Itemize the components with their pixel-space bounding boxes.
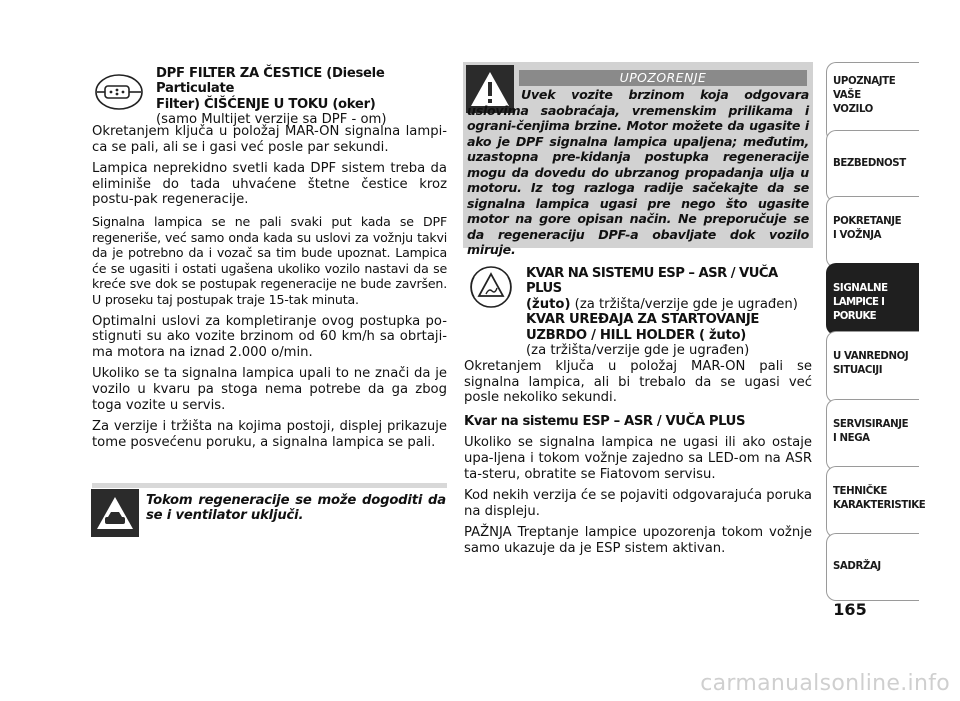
hill-holder-heading-line1: KVAR UREĐAJA ZA STARTOVANJE <box>526 312 760 328</box>
tab-label: POKRETANJE <box>833 216 902 227</box>
tab-label: I NEGA <box>833 433 870 444</box>
tab-label: SITUACIJI <box>833 365 883 376</box>
tab-bezbednost[interactable] <box>826 130 919 202</box>
dpf-heading-line1: DPF FILTER ZA ČESTICE (Diesele Particulate <box>156 66 385 97</box>
paragraph: Ukoliko se ta signalna lampica upali to ne znači da je vozilo u kvaru pa stoga nema potrebe da ga zbog toga vozite u servis. <box>92 366 447 413</box>
esp-heading-note: (za tržišta/verzije gde je ugrađen) <box>570 296 798 312</box>
warning-title: UPOZORENJE <box>619 70 707 85</box>
watermark: carmanualsonline.info <box>700 671 950 696</box>
note-divider <box>92 483 447 488</box>
tab-u-vanrednoj-situaciji[interactable] <box>826 331 919 403</box>
tab-label: BEZBEDNOST <box>833 158 906 169</box>
paragraph: Okretanjem ključa u položaj MAR-ON signalna lampi-ca se pali, ali se i gasi već posle par sekundi. <box>92 124 447 155</box>
esp-heading-line1b <box>526 297 811 312</box>
paragraph: Signalna lampica se ne pali svaki put kada se DPF regeneriše, već samo onda kada su uslovi za vožnju takvi da je potrebno da i vozač sa tim bude upoznat. Lampica će se ugasiti i ostati ugašena ukoliko vozilo nastavi da se kreće sve dok se postupak regeneracije ne bude završen. U proseku taj postupak traje 15-tak minuta. <box>92 213 447 307</box>
paragraph: PAŽNJA Treptanje lampice upozorenja tokom vožnje samo ukazuje da je ESP sistem aktivan. <box>464 525 812 556</box>
tab-label: VOZILO <box>833 104 873 115</box>
hill-holder-note: (za tržišta/verzije gde je ugrađen) <box>526 343 750 359</box>
tab-label: SADRŽAJ <box>833 561 881 572</box>
paragraph: Okretanjem ključa u položaj MAR-ON pali se signalna lampica, ali bi trebalo da se ugasi već posle nekoliko sekundi. <box>464 359 812 406</box>
tab-label: LAMPICE I PORUKE <box>833 297 885 322</box>
regeneration-note: Tokom regeneracije se može dogoditi da se i ventilator uključi. <box>146 493 446 524</box>
page-number: 165 <box>833 600 867 619</box>
tab-label: U VANREDNOJ <box>833 351 909 362</box>
tab-label: UPOZNAJTE <box>833 76 896 87</box>
dpf-section-heading <box>156 66 448 128</box>
dpf-heading-line2: Filter) ČIŠĆENJE U TOKU (oker) <box>156 96 376 112</box>
esp-subheading: Kvar na sistemu ESP – ASR / VUČA PLUS <box>464 413 746 429</box>
esp-warning-icon <box>468 264 514 310</box>
esp-section-heading <box>526 266 811 358</box>
tab-label: VAŠE <box>833 90 861 101</box>
paragraph: Kod nekih verzija će se pojaviti odgovarajuća poruka na displeju. <box>464 488 812 519</box>
tab-label: SIGNALNE <box>833 283 888 294</box>
car-note-icon <box>91 489 139 537</box>
tab-tehnicke-karakteristike[interactable] <box>826 466 926 538</box>
dpf-filter-icon <box>93 72 145 112</box>
tab-label: TEHNIČKE <box>833 486 887 497</box>
tab-signalne-lampice-i-poruke[interactable] <box>826 263 919 335</box>
paragraph: Za verzije i tržišta na kojima postoji, displej prikazuje tome posvećenu poruku, a signalna lampica se pali. <box>92 419 447 450</box>
dpf-heading-note: (samo Multijet verzije sa DPF - om) <box>156 112 387 128</box>
tab-servisiranje-i-nega[interactable] <box>826 399 919 471</box>
hill-holder-heading-line2: UZBRDO / HILL HOLDER ( žuto) <box>526 327 746 343</box>
esp-heading-color: (žuto) <box>526 296 571 312</box>
tab-label: SERVISIRANJE <box>833 419 909 430</box>
dpf-body-text <box>92 124 447 456</box>
tab-sadrzaj[interactable] <box>826 533 919 601</box>
tab-pokretanje-i-voznja[interactable] <box>826 196 919 268</box>
esp-heading-line1: KVAR NA SISTEMU ESP – ASR / VUČA PLUS <box>526 266 778 297</box>
paragraph: Lampica neprekidno svetli kada DPF sistem treba da eliminiše do tada uhvaćene štetne čestice kroz postu-pak regeneracije. <box>92 161 447 208</box>
esp-body-text <box>464 359 812 563</box>
tab-label: KARAKTERISTIKE <box>833 500 926 511</box>
paragraph: Ukoliko se signalna lampica ne ugasi ili ako ostaje upa-ljena i tokom vožnje zajedno sa LED-om na ASR ta-steru, obratite se Fiatovom servisu. <box>464 435 812 482</box>
paragraph: Optimalni uslovi za kompletiranje ovog postupka po-stignuti su ako vozite brzinom od 60 km/h sa obrtaji-ma motora na iznad 2.000 o/min. <box>92 313 447 360</box>
warning-text: Uvek vozite brzinom koja odgovara uslovima saobraćaja, vremenskim prilikama i ograni-čenjima brzine. Motor možete da ugasite i ako je DPF signalna lampica upaljena; međutim, uzastopna pre-kidanja postupka regeneracije mogu da dovedu do ubrzanog propadanja ulja u motoru. Iz tog razloga radije sačekajte da se signalna lampica ugasi pre nego što ugasite motor na gore opisan način. Ne preporučuje se da regeneraciju DPF-a obavljate dok vozilo miruje. <box>467 87 809 257</box>
tab-label: I VOŽNJA <box>833 230 882 241</box>
